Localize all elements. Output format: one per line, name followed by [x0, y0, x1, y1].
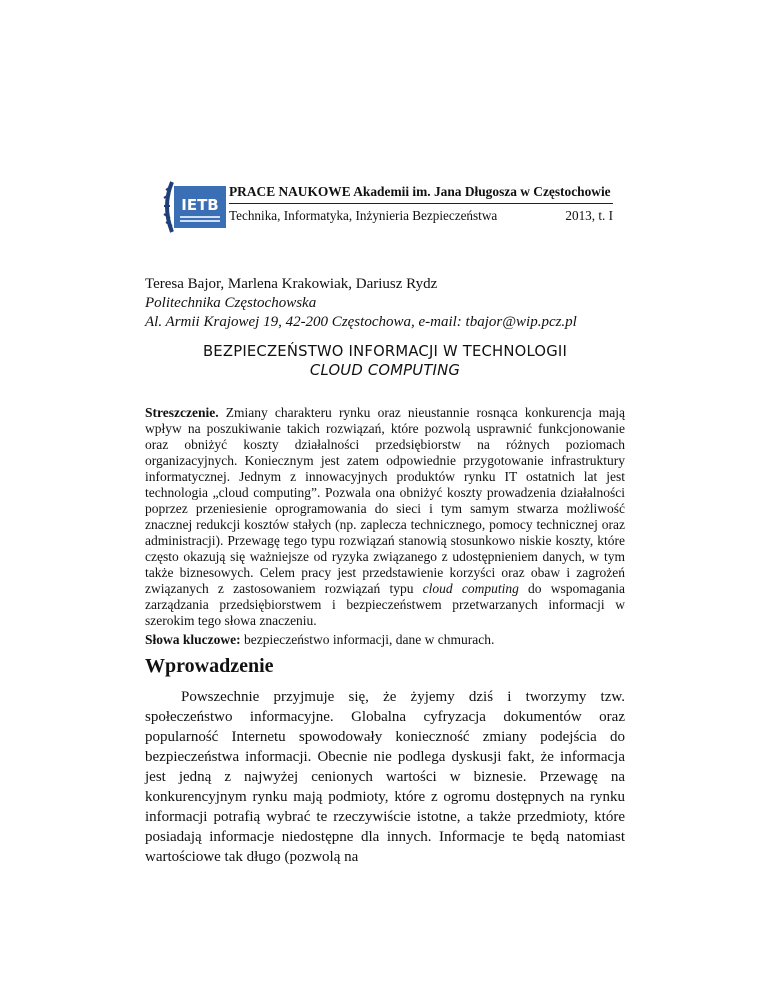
keywords-label: Słowa kluczowe: — [145, 632, 241, 647]
author-block — [145, 275, 577, 332]
abstract-text: Zmiany charakteru rynku oraz nieustannie rosnąca konkurencja mają wpływ na poszukiwanie takich rozwiązań, które pozwolą usprawnić funkcjonowanie oraz obniżyć koszty działalności przedsiębiorstw na różnych poziomach organizacyjnych. Koniecznym jest zatem odpowiednie przygotowanie infrastruktury informatycznej. Jednym z innowacyjnych produktów rynku IT ostatnich lat jest technologia „cloud computing”. Pozwala ona obniżyć koszty prowadzenia działalności poprzez przeniesienie oprogramowania do sieci i tym samym stwarza możliwość znacznej redukcji kosztów stałych (np. zaplecza technicznego, pomocy technicznej oraz administracji). Przewagę tego typu rozwiązań stanowią stosunkowo niskie koszty, które często okazują się ważniejsze od ryzyka związanego z udostępnieniem danych, w tym także biznesowych. Celem pracy jest przedstawienie korzyści oraz obaw i zagrożeń związanych z zastosowaniem rozwiązań typu — [145, 405, 625, 596]
journal-title: PRACE NAUKOWE Akademii im. Jana Długosza w Częstochowie — [229, 184, 611, 199]
section-heading: Wprowadzenie — [145, 655, 274, 677]
ietb-logo — [158, 176, 228, 238]
journal-header — [158, 176, 613, 248]
journal-volume: 2013, t. I — [565, 208, 613, 223]
keywords-text: bezpieczeństwo informacji, dane w chmurach. — [240, 632, 495, 647]
paper-title-line2: CLOUD COMPUTING — [309, 362, 461, 379]
abstract-text-end: do wspomagania zarządzania przedsiębiorstwem i bezpieczeństwem przetwarzanych informacji w szerokim tego słowa znaczeniu. — [145, 581, 625, 628]
abstract-label: Streszczenie. — [145, 405, 219, 420]
keywords — [145, 632, 625, 648]
paper-title: BEZPIECZEŃSTWO INFORMACJI W TECHNOLOGII — [202, 343, 568, 360]
author-names: Teresa Bajor, Marlena Krakowiak, Dariusz Rydz — [145, 276, 438, 292]
journal-subtitle: Technika, Informatyka, Inżynieria Bezpieczeństwa — [229, 208, 498, 223]
author-affiliation: Politechnika Częstochowska — [145, 295, 317, 311]
header-divider — [229, 203, 613, 204]
body-paragraph: Powszechnie przyjmuje się, że żyjemy dziś i tworzymy tzw. społeczeństwo informacyjne. Globalna cyfryzacja dokumentów oraz popularność Internetu spowodowały konieczność zmiany podejścia do bezpieczeństwa informacji. Obecnie nie podlega dyskusji fakt, że informacja jest jedną z najwyżej cenionych wartości w biznesie. Przewagę na konkurencyjnym rynku mają podmioty, które z ogromu dostępnych na rynku informacji potrafią wybrać te rzeczywiście istotne, a także przedmioty, które posiadają informacje niedostępne dla innych. Informacje te będą natomiast wartościowe tak długo (pozwolą na — [145, 689, 625, 865]
logo-text: IETB — [181, 196, 219, 214]
abstract — [145, 405, 625, 629]
abstract-term: cloud computing — [422, 581, 519, 596]
author-address: Al. Armii Krajowej 19, 42-200 Częstochowa, e-mail: tbajor@wip.pcz.pl — [145, 314, 577, 330]
